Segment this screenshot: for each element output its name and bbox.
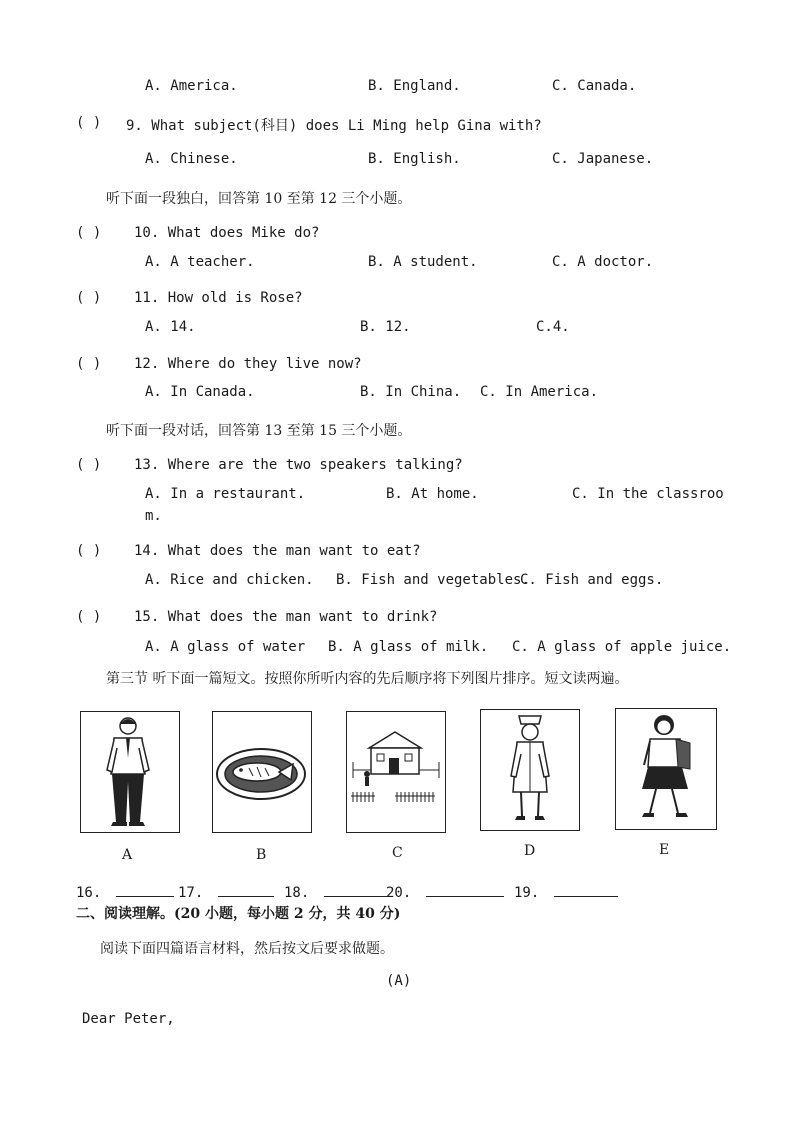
picture-d-label: D: [524, 843, 536, 859]
q13-option-b: B. At home.: [386, 486, 479, 502]
answer-18-blank[interactable]: [324, 882, 388, 897]
passage-a-label: (A): [386, 973, 412, 989]
q15-option-a: A. A glass of water: [145, 639, 306, 655]
q13-option-a: A. In a restaurant.: [145, 486, 306, 502]
picture-b-label: B: [256, 847, 267, 863]
q8-option-c: C. Canada.: [552, 78, 637, 94]
q12-bracket[interactable]: ( ): [76, 356, 102, 372]
answer-19-blank[interactable]: [554, 882, 618, 897]
q9-option-a: A. Chinese.: [145, 151, 238, 167]
picture-a-frame: [80, 711, 180, 833]
man-in-suit-icon: [81, 712, 178, 831]
q13-bracket[interactable]: ( ): [76, 457, 102, 473]
q11-option-b: B. 12.: [360, 319, 411, 335]
q10-bracket[interactable]: ( ): [76, 225, 102, 241]
schoolgirl-icon: [616, 709, 715, 828]
q9-bracket[interactable]: ( ): [76, 115, 102, 131]
picture-c-label: C: [392, 845, 403, 861]
picture-e-frame: [615, 708, 717, 830]
q10-option-c: C. A doctor.: [552, 254, 654, 270]
part2-instruction: 阅读下面四篇语言材料，然后按文后要求做题。: [100, 941, 394, 957]
q8-option-a: A. America.: [145, 78, 238, 94]
q14-option-c: C. Fish and eggs.: [520, 572, 664, 588]
answer-17[interactable]: [178, 882, 274, 901]
letter-greeting: Dear Peter,: [82, 1011, 175, 1027]
q14-bracket[interactable]: ( ): [76, 543, 102, 559]
answer-16[interactable]: [76, 882, 174, 901]
answer-19[interactable]: [514, 882, 618, 901]
nurse-icon: [481, 710, 578, 829]
instruction-dialogue: 听下面一段对话，回答第 13 至第 15 三个小题。: [106, 423, 412, 439]
q13-option-c-wrap: m.: [145, 508, 162, 524]
q9-option-b: B. English.: [368, 151, 461, 167]
q15-option-b: B. A glass of milk.: [328, 639, 489, 655]
answer-16-blank[interactable]: [116, 882, 174, 897]
section3-instruction: 第三节 听下面一篇短文。按照你所听内容的先后顺序将下列图片排序。短文读两遍。: [106, 671, 629, 687]
q12-option-b: B. In China.: [360, 384, 462, 400]
answer-18-number: 18.: [284, 885, 310, 901]
q10-option-b: B. A student.: [368, 254, 478, 270]
q9-option-c: C. Japanese.: [552, 151, 654, 167]
q14-question: 14. What does the man want to eat?: [134, 543, 421, 559]
answer-20-number: 20.: [386, 885, 412, 901]
picture-e-label: E: [659, 842, 670, 858]
picture-a-label: A: [122, 847, 133, 863]
picture-b-frame: [212, 711, 312, 833]
part2-title: 二、阅读理解。(20 小题，每小题 2 分，共 40 分): [76, 906, 401, 922]
q11-question: 11. How old is Rose?: [134, 290, 303, 306]
q11-option-a: A. 14.: [145, 319, 196, 335]
q14-option-b: B. Fish and vegetables.: [336, 572, 530, 588]
q15-option-c: C. A glass of apple juice.: [512, 639, 732, 655]
fish-on-plate-icon: [213, 712, 310, 831]
picture-d-frame: [480, 709, 580, 831]
answer-17-number: 17.: [178, 885, 204, 901]
q11-bracket[interactable]: ( ): [76, 290, 102, 306]
q15-bracket[interactable]: ( ): [76, 609, 102, 625]
instruction-monologue: 听下面一段独白，回答第 10 至第 12 三个小题。: [106, 191, 412, 207]
answer-16-number: 16.: [76, 885, 102, 901]
answer-19-number: 19.: [514, 885, 540, 901]
q13-option-c: C. In the classroo: [572, 486, 724, 502]
answer-20[interactable]: [386, 882, 504, 901]
q14-option-a: A. Rice and chicken.: [145, 572, 314, 588]
q13-question: 13. Where are the two speakers talking?: [134, 457, 463, 473]
q12-option-c: C. In America.: [480, 384, 599, 400]
q11-option-c: C.4.: [536, 319, 570, 335]
q15-question: 15. What does the man want to drink?: [134, 609, 438, 625]
answer-17-blank[interactable]: [218, 882, 274, 897]
q10-option-a: A. A teacher.: [145, 254, 255, 270]
answer-20-blank[interactable]: [426, 882, 504, 897]
house-with-fence-icon: [347, 712, 444, 831]
q12-question: 12. Where do they live now?: [134, 356, 362, 372]
q10-question: 10. What does Mike do?: [134, 225, 320, 241]
answer-18[interactable]: [284, 882, 388, 901]
picture-c-frame: [346, 711, 446, 833]
q12-option-a: A. In Canada.: [145, 384, 255, 400]
q8-option-b: B. England.: [368, 78, 461, 94]
q9-question: 9. What subject(科目) does Li Ming help Gina with?: [126, 118, 542, 134]
